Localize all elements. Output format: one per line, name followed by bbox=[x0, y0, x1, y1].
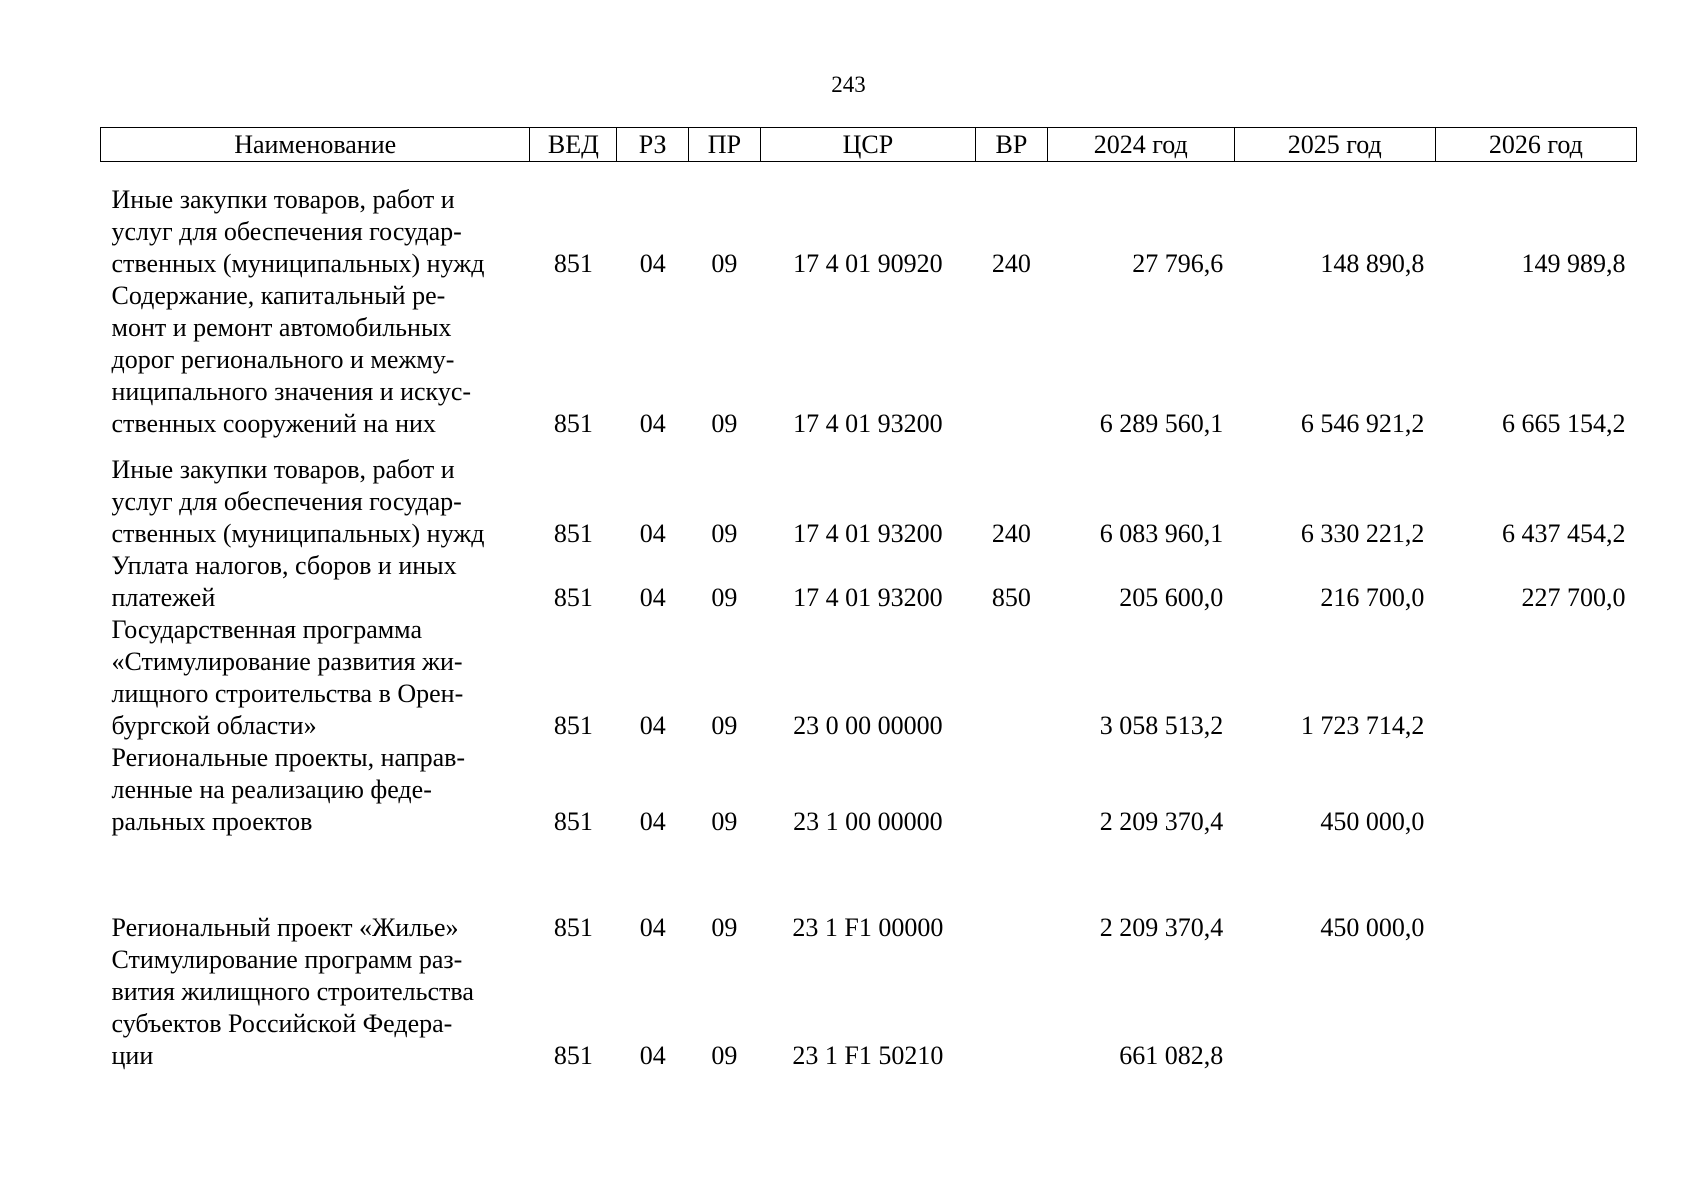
amount-2026-cell bbox=[1435, 944, 1636, 1072]
amount-2026-cell bbox=[1435, 742, 1636, 838]
rz-cell: 04 bbox=[639, 913, 666, 942]
rz-cell: 04 bbox=[639, 249, 666, 278]
amount-2025-cell: 1 723 714,2 bbox=[1300, 711, 1425, 740]
ved-cell: 851 bbox=[553, 1041, 593, 1070]
table-row bbox=[101, 280, 1637, 440]
vr-cell bbox=[976, 838, 1048, 944]
table-row bbox=[101, 162, 1637, 281]
amount-2025-cell: 450 000,0 bbox=[1320, 913, 1425, 942]
amount-2026-cell: 227 700,0 bbox=[1521, 583, 1626, 612]
vr-cell: 240 bbox=[991, 519, 1031, 548]
table-row bbox=[101, 550, 1637, 614]
ved-cell: 851 bbox=[553, 807, 593, 836]
amount-2026-cell: 149 989,8 bbox=[1521, 249, 1626, 278]
page-number: 243 bbox=[831, 72, 866, 97]
header-pr: ПР bbox=[689, 128, 761, 162]
amount-2024-cell: 6 083 960,1 bbox=[1099, 519, 1224, 548]
ved-cell: 851 bbox=[553, 519, 593, 548]
table-row bbox=[101, 838, 1637, 944]
pr-cell: 09 bbox=[711, 519, 738, 548]
ved-cell: 851 bbox=[553, 913, 593, 942]
header-ved: ВЕД bbox=[530, 128, 617, 162]
item-name-line: услуг для обеспечения государ- bbox=[111, 487, 462, 516]
csr-cell: 17 4 01 93200 bbox=[793, 519, 943, 548]
csr-cell: 17 4 01 93200 bbox=[793, 409, 943, 438]
pr-cell: 09 bbox=[711, 807, 738, 836]
ved-cell: 851 bbox=[553, 249, 593, 278]
header-2024: 2024 год bbox=[1047, 128, 1234, 162]
csr-cell: 23 0 00 00000 bbox=[793, 711, 943, 740]
header-csr: ЦСР bbox=[760, 128, 975, 162]
pr-cell: 09 bbox=[711, 913, 738, 942]
rz-cell: 04 bbox=[639, 583, 666, 612]
rz-cell: 04 bbox=[639, 519, 666, 548]
csr-cell: 23 1 00 00000 bbox=[793, 807, 943, 836]
item-name-line: Государственная программа bbox=[111, 615, 423, 644]
item-name-cell bbox=[101, 944, 530, 1072]
ved-cell: 851 bbox=[553, 711, 593, 740]
table-header-row bbox=[101, 128, 1637, 162]
pr-cell: 09 bbox=[711, 711, 738, 740]
item-name-line: ственных (муниципальных) нужд bbox=[111, 249, 485, 278]
csr-cell: 17 4 01 90920 bbox=[793, 249, 943, 278]
rz-cell: 04 bbox=[639, 711, 666, 740]
item-name-line: услуг для обеспечения государ- bbox=[111, 217, 462, 246]
item-name-line: лищного строительства в Орен- bbox=[111, 679, 464, 708]
item-name-line: ральных проектов bbox=[111, 807, 313, 836]
item-name-cell bbox=[101, 280, 530, 440]
item-name-cell bbox=[101, 440, 530, 550]
item-name-line: Содержание, капитальный ре- bbox=[111, 281, 446, 310]
pr-cell: 09 bbox=[711, 409, 738, 438]
rz-cell: 04 bbox=[639, 807, 666, 836]
item-name-cell bbox=[101, 614, 530, 742]
table-body bbox=[101, 162, 1637, 1073]
item-name-line: ственных (муниципальных) нужд bbox=[111, 519, 485, 548]
item-name-line: ции bbox=[111, 1041, 154, 1070]
header-2025: 2025 год bbox=[1234, 128, 1435, 162]
pr-cell: 09 bbox=[711, 249, 738, 278]
table-row bbox=[101, 742, 1637, 838]
vr-cell: 240 bbox=[991, 249, 1031, 278]
vr-cell bbox=[976, 742, 1048, 838]
table-row bbox=[101, 944, 1637, 1072]
item-name-line: ленные на реализацию феде- bbox=[111, 775, 432, 804]
item-name-line: бургской области» bbox=[111, 711, 317, 740]
item-name-line: вития жилищного строительства bbox=[111, 977, 474, 1006]
amount-2024-cell: 2 209 370,4 bbox=[1099, 807, 1224, 836]
item-name-cell bbox=[101, 550, 530, 614]
item-name-line: Региональный проект «Жилье» bbox=[111, 913, 459, 942]
item-name-line: Иные закупки товаров, работ и bbox=[111, 185, 455, 214]
item-name-line: субъектов Российской Федера- bbox=[111, 1009, 453, 1038]
header-vr: ВР bbox=[976, 128, 1048, 162]
csr-cell: 17 4 01 93200 bbox=[793, 583, 943, 612]
csr-cell: 23 1 F1 00000 bbox=[792, 913, 944, 942]
item-name-cell bbox=[101, 162, 530, 281]
amount-2024-cell: 27 796,6 bbox=[1132, 249, 1224, 278]
header-rz: РЗ bbox=[617, 128, 689, 162]
item-name-line: ственных сооружений на них bbox=[111, 409, 436, 438]
rz-cell: 04 bbox=[639, 1041, 666, 1070]
item-name-line: ниципального значения и искус- bbox=[111, 377, 472, 406]
vr-cell bbox=[976, 614, 1048, 742]
item-name-line: Региональные проекты, направ- bbox=[111, 743, 466, 772]
ved-cell: 851 bbox=[553, 583, 593, 612]
amount-2024-cell: 3 058 513,2 bbox=[1099, 711, 1224, 740]
amount-2024-cell: 205 600,0 bbox=[1119, 583, 1224, 612]
amount-2024-cell: 6 289 560,1 bbox=[1099, 409, 1224, 438]
amount-2024-cell: 2 209 370,4 bbox=[1099, 913, 1224, 942]
item-name-cell bbox=[101, 838, 530, 944]
rz-cell: 04 bbox=[639, 409, 666, 438]
header-name: Наименование bbox=[101, 128, 530, 162]
amount-2026-cell bbox=[1435, 614, 1636, 742]
vr-cell bbox=[976, 944, 1048, 1072]
item-name-line: монт и ремонт автомобильных bbox=[111, 313, 452, 342]
table-row bbox=[101, 440, 1637, 550]
item-name-cell bbox=[101, 742, 530, 838]
amount-2026-cell bbox=[1435, 838, 1636, 944]
item-name-line: Иные закупки товаров, работ и bbox=[111, 455, 455, 484]
item-name-line: дорог регионального и межму- bbox=[111, 345, 455, 374]
csr-cell: 23 1 F1 50210 bbox=[792, 1041, 944, 1070]
amount-2024-cell: 661 082,8 bbox=[1119, 1041, 1224, 1070]
amount-2025-cell: 6 330 221,2 bbox=[1300, 519, 1425, 548]
vr-cell bbox=[976, 280, 1048, 440]
ved-cell: 851 bbox=[553, 409, 593, 438]
table-row bbox=[101, 614, 1637, 742]
item-name-line: платежей bbox=[111, 583, 216, 612]
pr-cell: 09 bbox=[711, 583, 738, 612]
amount-2025-cell: 450 000,0 bbox=[1320, 807, 1425, 836]
item-name-line: Уплата налогов, сборов и иных bbox=[111, 551, 457, 580]
amount-2025-cell: 216 700,0 bbox=[1320, 583, 1425, 612]
budget-table bbox=[100, 127, 1637, 1072]
amount-2025-cell bbox=[1234, 944, 1435, 1072]
pr-cell: 09 bbox=[711, 1041, 738, 1070]
amount-2025-cell: 6 546 921,2 bbox=[1300, 409, 1425, 438]
amount-2025-cell: 148 890,8 bbox=[1320, 249, 1425, 278]
amount-2026-cell: 6 665 154,2 bbox=[1502, 409, 1626, 438]
vr-cell: 850 bbox=[991, 583, 1031, 612]
item-name-line: Стимулирование программ раз- bbox=[111, 945, 463, 974]
item-name-line: «Стимулирование развития жи- bbox=[111, 647, 463, 676]
amount-2026-cell: 6 437 454,2 bbox=[1502, 519, 1626, 548]
header-2026: 2026 год bbox=[1435, 128, 1636, 162]
